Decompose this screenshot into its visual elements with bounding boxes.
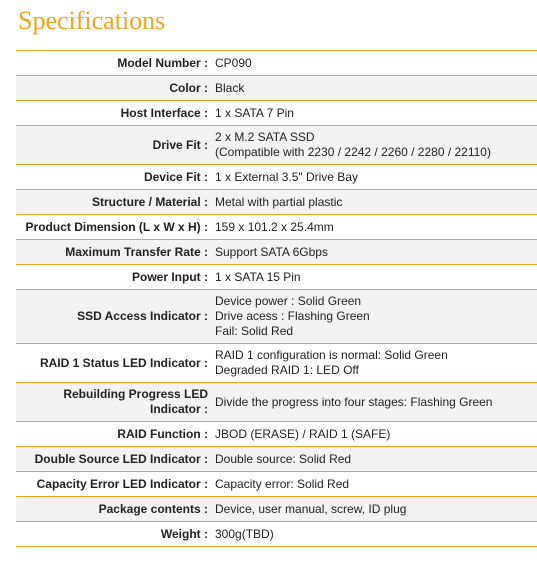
spec-row-structure-material [16, 190, 537, 215]
spec-row-color [16, 76, 537, 101]
spec-label: Color : [169, 80, 208, 95]
spec-label: Host Interface : [120, 105, 208, 120]
spec-label: Power Input : [132, 269, 208, 284]
spec-row-drive-fit [16, 126, 537, 165]
spec-row-raid-function [16, 422, 537, 447]
spec-label: Rebuilding Progress LED Indicator : [63, 387, 208, 416]
spec-row-host-interface [16, 101, 537, 126]
spec-value: RAID 1 configuration is normal: Solid Green Degraded RAID 1: LED Off [215, 348, 448, 377]
spec-row-raid1-status-led [16, 344, 537, 383]
spec-value: Double source: Solid Red [215, 451, 352, 466]
spec-value: 300g(TBD) [215, 526, 274, 541]
spec-row-product-dimension [16, 215, 537, 240]
spec-value: Divide the progress into four stages: Flashing Green [215, 394, 493, 409]
spec-row-power-input [16, 265, 537, 290]
spec-value: Support SATA 6Gbps [215, 244, 328, 259]
spec-value: JBOD (ERASE) / RAID 1 (SAFE) [215, 426, 391, 441]
spec-label: SSD Access Indicator : [77, 309, 208, 323]
spec-value: Device, user manual, screw, ID plug [215, 501, 407, 516]
spec-label: Weight : [160, 526, 208, 541]
page-title: Specifications [18, 6, 166, 35]
spec-value: CP090 [215, 55, 252, 70]
spec-value: 2 x M.2 SATA SSD (Compatible with 2230 / 2242 / 2260 / 2280 / 22110) [215, 130, 491, 159]
spec-label: Device Fit : [143, 169, 208, 184]
spec-label: Maximum Transfer Rate : [65, 244, 208, 259]
spec-label: Product Dimension (L x W x H) : [25, 219, 208, 234]
spec-row-rebuilding-progress-led [16, 383, 537, 422]
spec-value: Metal with partial plastic [215, 194, 343, 209]
specifications-table [16, 50, 537, 547]
spec-value: 1 x SATA 15 Pin [215, 269, 301, 284]
spec-label: Drive Fit : [152, 137, 208, 152]
spec-value: 1 x SATA 7 Pin [215, 105, 294, 120]
spec-label: Double Source LED Indicator : [34, 451, 208, 466]
spec-row-ssd-access-indicator [16, 290, 537, 344]
spec-label: Model Number : [117, 55, 208, 70]
spec-value: Capacity error: Solid Red [215, 476, 350, 491]
spec-label: Capacity Error LED Indicator : [36, 476, 208, 491]
spec-value: Black [215, 80, 245, 95]
spec-value: 1 x External 3.5" Drive Bay [215, 169, 358, 184]
spec-row-weight [16, 522, 537, 547]
spec-value: 159 x 101.2 x 25.4mm [215, 219, 334, 234]
spec-row-model-number [16, 51, 537, 76]
spec-row-device-fit [16, 165, 537, 190]
spec-row-capacity-error-led [16, 472, 537, 497]
spec-row-double-source-led [16, 447, 537, 472]
spec-label: Package contents : [98, 501, 208, 516]
spec-row-package-contents [16, 497, 537, 522]
spec-row-max-transfer-rate [16, 240, 537, 265]
spec-value: Device power : Solid Green Drive acess : Flashing Green Fail: Solid Red [215, 294, 370, 338]
spec-label: RAID 1 Status LED Indicator : [39, 355, 208, 370]
spec-label: Structure / Material : [91, 194, 208, 209]
spec-label: RAID Function : [117, 426, 208, 441]
